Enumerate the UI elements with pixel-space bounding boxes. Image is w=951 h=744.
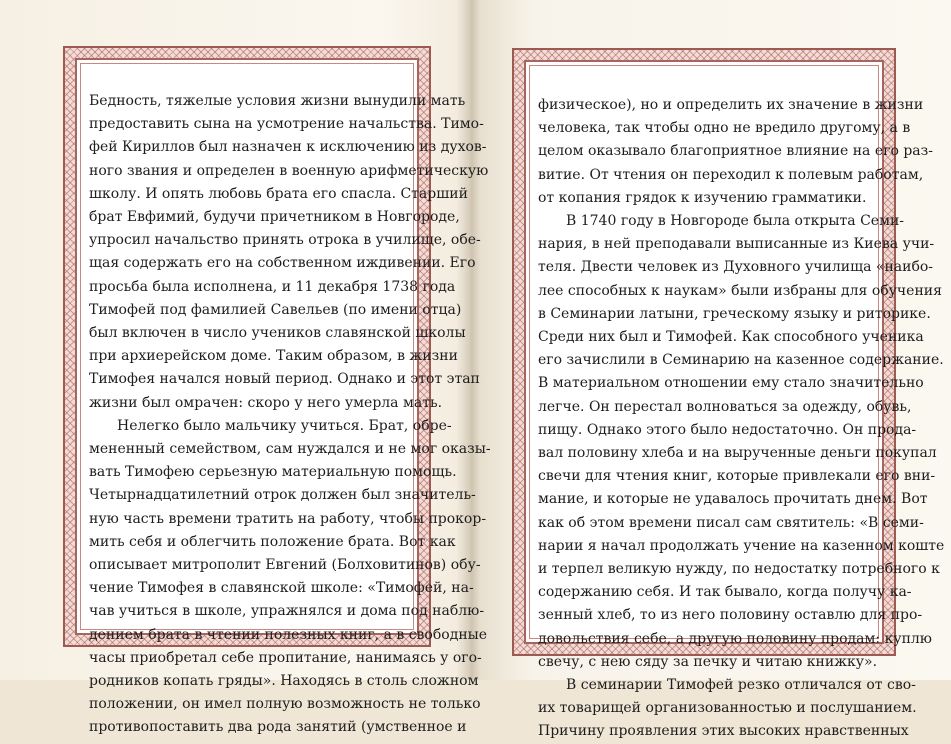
text-line: его зачислили в Семинарию на казенное содержание. — [538, 352, 944, 369]
text-line: предоставить сына на усмотрение начальства. Тимо- — [89, 116, 484, 133]
text-line: Среди них был и Тимофей. Как способного ученика — [538, 329, 924, 346]
left-page-text — [89, 90, 491, 740]
text-line: и терпел великую нужду, по недостатку потребного к — [538, 561, 940, 578]
text-line: чав учиться в школе, упражнялся и дома под наблю- — [89, 603, 485, 620]
text-line: как об этом времени писал сам святитель: «В семи- — [538, 514, 924, 531]
text-line: часы приобретал себе пропитание, нанимаясь у ого- — [89, 649, 482, 666]
text-line: Причину проявления этих высоких нравственных — [538, 723, 909, 740]
text-line: дением брата в чтении полезных книг, а в свободные — [89, 626, 488, 643]
text-area — [524, 60, 945, 740]
text-line: был включен в число учеников славянской школы — [89, 325, 466, 342]
text-line: вал половину хлеба и на вырученные деньги покупал — [538, 445, 937, 462]
text-line: фей Кириллов был назначен к исключению из духов- — [89, 139, 487, 156]
text-line: человека, так чтобы одно не вредило другому, а в — [538, 120, 911, 137]
text-line: свечи для чтения книг, которые привлекали его вни- — [538, 468, 936, 485]
text-line: физическое), но и определить их значение в жизни — [538, 97, 924, 113]
text-line: брат Евфимий, будучи причетником в Новгороде, — [89, 209, 460, 226]
text-line: довольствия себе, а другую половину продам: куплю — [538, 630, 932, 647]
text-line: Нелегко было мальчику учиться. Брат, обре- — [117, 417, 452, 434]
text-line: вать Тимофею серьезную материальную помощь. — [89, 464, 457, 481]
text-line: лее способных к наукам» были избраны для обучения — [538, 282, 942, 299]
text-line: витие. От чтения он переходил к полевым работам, — [538, 166, 924, 183]
text-line: Тимофей под фамилией Савельев (по имени отца) — [89, 301, 462, 318]
text-line: пищу. Однако этого было недостаточно. Он прода- — [538, 421, 917, 438]
text-line: зенный хлеб, то из него половину оставлю для про- — [538, 607, 923, 624]
text-line: Тимофея начался новый период. Однако и этот этап — [89, 371, 480, 388]
text-line: при архиерейском доме. Таким образом, в жизни — [89, 348, 458, 365]
text-line: нарии я начал продолжать учение на казенном коште — [538, 537, 945, 554]
text-area — [75, 58, 491, 736]
text-line: просьба была исполнена, и 11 декабря 1738 года — [89, 278, 456, 295]
text-line: В семинарии Тимофей резко отличался от сво- — [566, 677, 916, 694]
text-line: В материальном отношении ему стало значительно — [538, 375, 924, 392]
text-line: в Семинарии латыни, греческому языку и риторике. — [538, 305, 931, 322]
text-line: Бедность, тяжелые условия жизни вынудили мать — [89, 93, 466, 109]
text-line: теля. Двести человек из Духовного училища «наибо- — [538, 259, 934, 276]
text-line: их товарищей организованностью и послушанием. — [538, 700, 917, 717]
text-line: от копания грядок к изучению грамматики. — [538, 189, 867, 206]
text-line: родников копать гряды». Находясь в столь сложном — [89, 673, 479, 690]
text-line: свечу, с нею сяду за печку и читаю книжку». — [538, 653, 878, 670]
text-line: мененный семейством, сам нуждался и не мог оказы- — [89, 441, 491, 458]
text-line: Четырнадцатилетний отрок должен был значитель- — [89, 487, 476, 504]
text-line: описывает митрополит Евгений (Болховитинов) обу- — [89, 557, 481, 574]
right-page — [481, 0, 951, 740]
text-line: мание, и которые не удавалось прочитать днем. Вот — [538, 491, 928, 508]
text-line: мить себя и облегчить положение брата. Вот как — [89, 533, 456, 550]
text-line: нария, в ней преподавали выписанные из Киева учи- — [538, 236, 935, 253]
ornamental-frame — [512, 48, 945, 740]
text-line: ного звания и определен в военную арифметическую — [89, 162, 489, 179]
text-line: упросил начальство принять отрока в училище, обе- — [89, 232, 481, 249]
text-line: содержанию себя. И так бывало, когда получу ка- — [538, 584, 912, 601]
text-line: целом оказывало благоприятное влияние на его раз- — [538, 143, 934, 160]
text-line: жизни был омрачен: скоро у него умерла мать. — [89, 394, 443, 411]
ornamental-frame — [63, 46, 491, 736]
text-line: В 1740 году в Новгороде была открыта Семи- — [566, 213, 905, 230]
text-line: чение Тимофея в славянской школе: «Тимофей, на- — [89, 580, 474, 597]
text-line: положении, он имел полную возможность не только — [89, 696, 481, 713]
right-page-text — [538, 94, 945, 744]
text-line: школу. И опять любовь брата его спасла. Старший — [89, 185, 468, 202]
text-line: щая содержать его на собственном иждивении. Его — [89, 255, 476, 272]
text-line: противопоставить два рода занятий (умственное и — [89, 719, 467, 736]
text-line: легче. Он перестал волноваться за одежду, обувь, — [538, 398, 912, 415]
text-line: ную часть времени тратить на работу, чтобы прокор- — [89, 510, 487, 527]
